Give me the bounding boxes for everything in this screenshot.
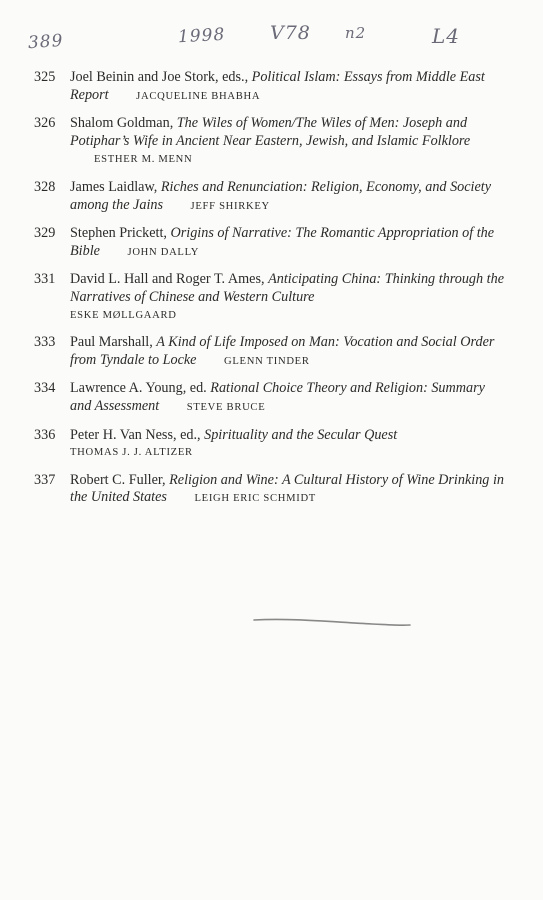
entry-text [70, 225, 504, 261]
page-number: 331 [34, 271, 56, 288]
review-entry [34, 271, 504, 324]
page-number: 328 [34, 178, 56, 195]
book-authors: Robert C. Fuller, [70, 471, 166, 488]
review-entry [34, 472, 504, 508]
reviewer-name: STEVE BRUCE [186, 401, 266, 413]
book-authors: Stephen Prickett, [70, 225, 167, 242]
reviewer-name: LEIGH ERIC SCHMIDT [194, 493, 316, 505]
review-entry [34, 179, 504, 215]
reviewer-name: JACQUELINE BHABHA [136, 90, 261, 102]
review-entry [34, 69, 504, 105]
book-title: Spirituality and the Secular Quest [204, 426, 398, 443]
handwritten-note: 1998 [177, 24, 226, 48]
review-entry [34, 115, 504, 169]
page-number: 329 [34, 225, 56, 242]
book-authors: Lawrence A. Young, ed. [70, 380, 207, 397]
handwritten-note: n2 [345, 24, 367, 42]
page-number: 325 [34, 69, 56, 85]
handwritten-note: 389 [27, 30, 65, 54]
page-number: 326 [34, 115, 56, 132]
review-entry [34, 334, 504, 370]
book-authors: David L. Hall and Roger T. Ames, [70, 271, 265, 288]
entry-text [70, 69, 504, 105]
review-entry [34, 225, 504, 261]
book-title: The Wiles of Women/The Wiles of Men: Joseph and Potiphar’s Wife in Ancient Near Eastern, Jewish, and Islamic Folklore [70, 115, 471, 149]
reviewer-name: GLENN TINDER [224, 355, 310, 367]
page-number: 333 [34, 334, 56, 351]
page-number: 337 [34, 471, 56, 488]
book-title: Anticipating China: Thinking through the Narratives of Chinese and Western Culture [70, 271, 504, 305]
handwritten-note: L4 [432, 24, 461, 48]
book-title: A Kind of Life Imposed on Man: Vocation and Social Order from Tyndale to Locke [70, 334, 495, 368]
reviewer-name: JEFF SHIRKEY [190, 200, 270, 212]
book-authors: Peter H. Van Ness, ed., [70, 426, 201, 443]
review-list [34, 69, 504, 518]
reviewer-name: ESKE MØLLGAARD [70, 309, 177, 321]
book-title: Political Islam: Essays from Middle East Report [70, 69, 485, 103]
pencil-stroke [252, 616, 412, 628]
entry-text [70, 427, 504, 462]
reviewer-name: JOHN DALLY [127, 246, 200, 258]
book-authors: Joel Beinin and Joe Stork, eds., [70, 69, 249, 85]
reviewer-name: THOMAS J. J. ALTIZER [70, 447, 193, 459]
review-entry [34, 427, 504, 462]
book-title: Riches and Renunciation: Religion, Economy, and Society among the Jains [70, 178, 492, 213]
book-title: Rational Choice Theory and Religion: Summary and Assessment [70, 380, 485, 414]
book-authors: Paul Marshall, [70, 334, 153, 351]
entry-text [70, 115, 504, 169]
entry-text [70, 179, 504, 215]
book-authors: Shalom Goldman, [70, 115, 174, 132]
page-number: 334 [34, 380, 56, 397]
book-title: Religion and Wine: A Cultural History of Wine Drinking in the United States [70, 471, 504, 506]
entry-text [70, 380, 504, 416]
entry-text [70, 472, 504, 508]
page-number: 336 [34, 426, 56, 443]
entry-text [70, 271, 504, 324]
handwritten-note: V78 [270, 22, 311, 44]
entry-text [70, 334, 504, 370]
reviewer-name: ESTHER M. MENN [94, 154, 193, 166]
review-entry [34, 380, 504, 416]
handwritten-annotation [0, 22, 543, 62]
book-title: Origins of Narrative: The Romantic Appropriation of the Bible [70, 225, 495, 259]
book-authors: James Laidlaw, [70, 178, 158, 195]
